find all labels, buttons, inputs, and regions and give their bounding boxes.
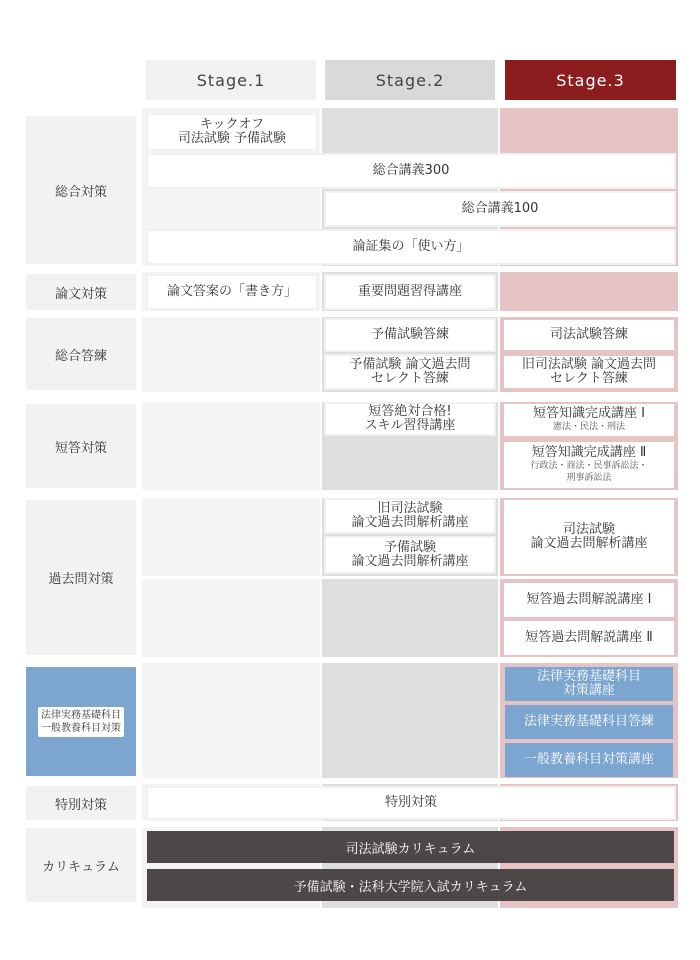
ronbun-kakikata-cell[interactable]: 論文答案の「書き方」: [146, 274, 318, 310]
tantou-kakomon-1-cell[interactable]: 短答過去問解説講座 Ⅰ: [502, 581, 676, 619]
tantou-chishiki-2-sub2: 刑事訴訟法: [566, 473, 612, 483]
ippan-kyouyou-cell[interactable]: 一般教養科目対策講座: [505, 743, 673, 777]
ronshou-cell[interactable]: 論証集の「使い方」: [146, 229, 676, 265]
tantou-kakomon-2-cell[interactable]: 短答過去問解説講座 Ⅱ: [502, 619, 676, 657]
sougou300-cell[interactable]: 総合講義300: [146, 153, 676, 189]
yobi-kaiseki-cell[interactable]: [324, 536, 496, 574]
houritsu-taisaku-line2: 対策講座: [562, 683, 615, 698]
yobi-curriculum-bar[interactable]: 予備試験・法科大学院入試カリキュラム: [147, 869, 674, 901]
tantou-zettai-cell[interactable]: [324, 402, 496, 436]
row-header-ronbun-taisaku: 論文対策: [26, 274, 136, 310]
shihou-kaiseki-cell[interactable]: [502, 498, 676, 576]
tantou-zettai-line1: 短答絶対合格!: [368, 404, 452, 419]
kyu-shihou-select-line2: セレクト答練: [550, 371, 628, 386]
yobi-kakomon-select-cell[interactable]: [324, 354, 496, 390]
row-header-tokubetsu: 特別対策: [26, 786, 136, 820]
houritsu-label-stack: [38, 707, 124, 737]
row-gap: [142, 657, 678, 663]
tantou-zettai-line2: スキル習得講座: [364, 418, 456, 433]
row-gap: [142, 576, 678, 579]
yobi-kakomon-select-line1: 予備試験 論文過去問: [349, 357, 471, 372]
stage3-header: Stage.3: [505, 60, 676, 100]
kickoff-line2: 司法試験 予備試験: [177, 131, 287, 146]
yobi-kaiseki-line2: 論文過去問解析講座: [351, 554, 469, 569]
sougou100-cell[interactable]: 総合講義100: [324, 191, 676, 227]
kyu-shihou-kaiseki-line1: 旧司法試験: [377, 501, 443, 516]
tantou-chishiki-1-cell[interactable]: [502, 402, 676, 438]
kyu-shihou-select-cell[interactable]: [502, 354, 676, 390]
tantou-chishiki-2-cell[interactable]: [502, 440, 676, 490]
kickoff-line1: キックオフ: [199, 117, 265, 132]
houritsu-label-line1: 法律実務基礎科目: [41, 709, 121, 721]
tantou-chishiki-1-sub: 憲法・民法・刑法: [552, 422, 625, 432]
row-header-houritsu: [26, 667, 136, 776]
shihou-kaiseki-line1: 司法試験: [562, 522, 615, 537]
houritsu-taisaku-line1: 法律実務基礎科目: [536, 669, 641, 684]
row-gap: [142, 778, 678, 784]
row-gap: [142, 490, 678, 498]
tantou-chishiki-1-title: 短答知識完成講座 Ⅰ: [533, 406, 645, 421]
row-gap: [142, 266, 678, 272]
row-gap: [142, 311, 678, 317]
row-gap: [142, 821, 678, 827]
kyu-shihou-kaiseki-line2: 論文過去問解析講座: [351, 515, 469, 530]
yobi-touren-cell[interactable]: 予備試験答練: [324, 318, 496, 352]
yobi-kakomon-select-line2: セレクト答練: [371, 371, 449, 386]
row-header-curriculum: カリキュラム: [26, 828, 136, 902]
tokubetsu-cell[interactable]: 特別対策: [146, 786, 676, 820]
shihou-curriculum-bar[interactable]: 司法試験カリキュラム: [147, 831, 674, 863]
juuyou-mondai-cell[interactable]: 重要問題習得講座: [324, 274, 496, 310]
kyu-shihou-kaiseki-cell[interactable]: [324, 498, 496, 534]
tantou-chishiki-2-sub1: 行政法・商法・民事訴訟法・: [530, 461, 648, 471]
stage1-header: Stage.1: [146, 60, 316, 100]
yobi-kaiseki-line1: 予備試験: [383, 540, 436, 555]
kickoff-cell[interactable]: [146, 113, 318, 151]
row-header-kakomon-taisaku: 過去問対策: [26, 500, 136, 655]
houritsu-taisaku-cell[interactable]: [505, 667, 673, 701]
row-header-tantou-taisaku: 短答対策: [26, 404, 136, 488]
shihou-kaiseki-line2: 論文過去問解析講座: [530, 536, 648, 551]
houritsu-touren-cell[interactable]: 法律実務基礎科目答練: [505, 705, 673, 739]
row-header-sougou-taisaku: 総合対策: [26, 116, 136, 264]
shihou-touren-cell[interactable]: 司法試験答練: [502, 318, 676, 352]
houritsu-label-line2: 一般教養科目対策: [41, 722, 121, 734]
row-header-sougou-touren: 総合答練: [26, 318, 136, 390]
row-gap: [142, 392, 678, 402]
kyu-shihou-select-line1: 旧司法試験 論文過去問: [521, 357, 657, 372]
stage2-header: Stage.2: [325, 60, 495, 100]
tantou-chishiki-2-title: 短答知識完成講座 Ⅱ: [531, 445, 647, 460]
